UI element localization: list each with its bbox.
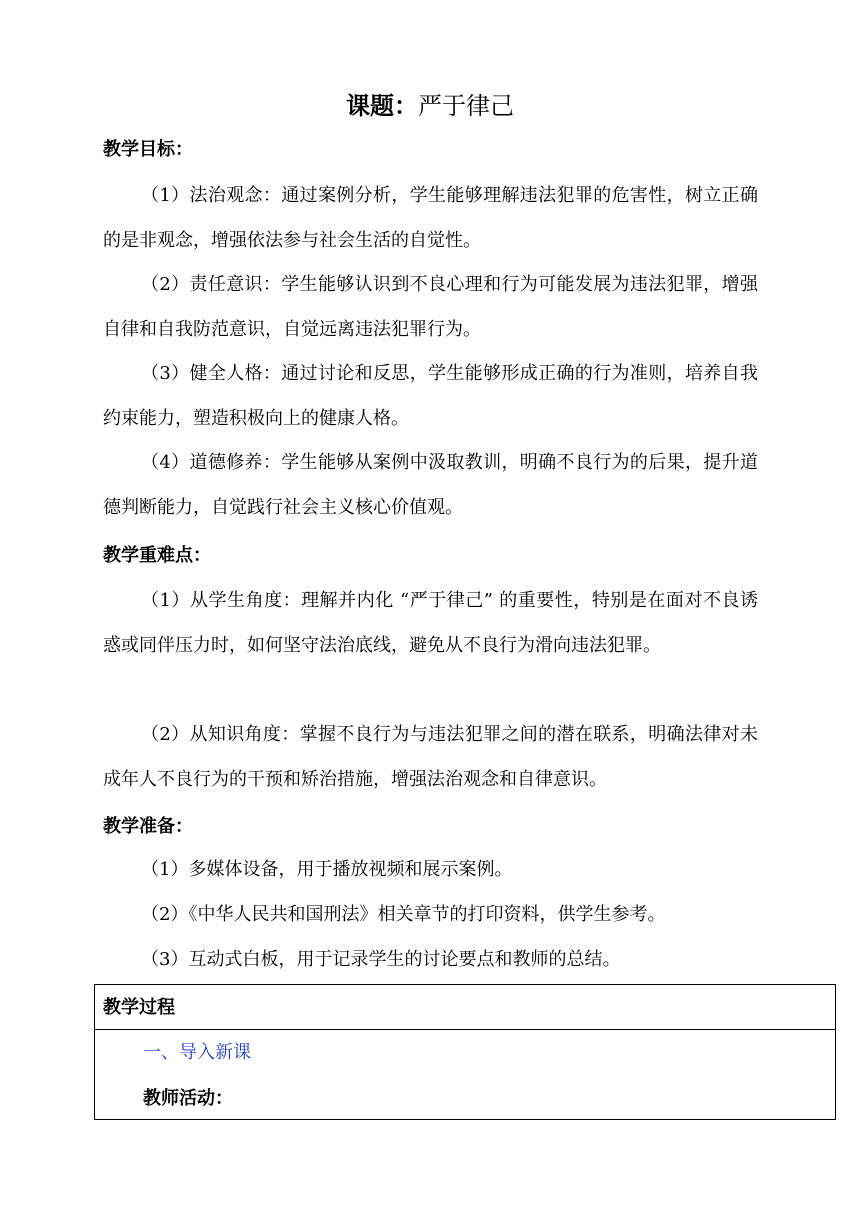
section-intro-heading: 一、导入新课 (143, 1042, 251, 1063)
teacher-activity-label: 教师活动： (143, 1088, 233, 1109)
objective-item-2: （2）责任意识：学生能够认识到不良心理和行为可能发展为违法犯罪，增强自律和自我防范意识，自觉远离违法犯罪行为。 (103, 274, 758, 340)
objective-item-4: （4）道德修养：学生能够从案例中汲取教训，明确不良行为的后果，提升道德判断能力，自觉践行社会主义核心价值观。 (103, 452, 758, 518)
table-header: 教学过程 (95, 985, 835, 1030)
title-label: 课题： (346, 92, 418, 120)
title-text: 严于律己 (418, 92, 514, 120)
objective-item-1: （1）法治观念：通过案例分析，学生能够理解违法犯罪的危害性，树立正确的是非观念，增强依法参与社会生活的自觉性。 (103, 185, 758, 251)
key-point-item-2: （2）从知识角度：掌握不良行为与违法犯罪之间的潜在联系，明确法律对未成年人不良行为的干预和矫治措施，增强法治观念和自律意识。 (103, 724, 758, 790)
page-title (0, 88, 860, 124)
preparation-item-2: （2）《中华人民共和国刑法》相关章节的打印资料，供学生参考。 (141, 904, 666, 925)
objectives-heading: 教学目标： (103, 139, 193, 160)
objective-item-3: （3）健全人格：通过讨论和反思，学生能够形成正确的行为准则，培养自我约束能力，塑造积极向上的健康人格。 (103, 363, 758, 429)
key-point-item-1: （1）从学生角度：理解并内化 “严于律己” 的重要性，特别是在面对不良诱惑或同伴压力时，如何坚守法治底线，避免从不良行为滑向违法犯罪。 (103, 590, 758, 656)
preparation-heading: 教学准备： (103, 816, 193, 837)
preparation-item-3: （3）互动式白板，用于记录学生的讨论要点和教师的总结。 (141, 949, 621, 970)
preparation-item-1: （1）多媒体设备，用于播放视频和展示案例。 (141, 859, 513, 880)
teaching-process-table (94, 984, 836, 1120)
key-points-heading: 教学重难点： (103, 545, 211, 566)
